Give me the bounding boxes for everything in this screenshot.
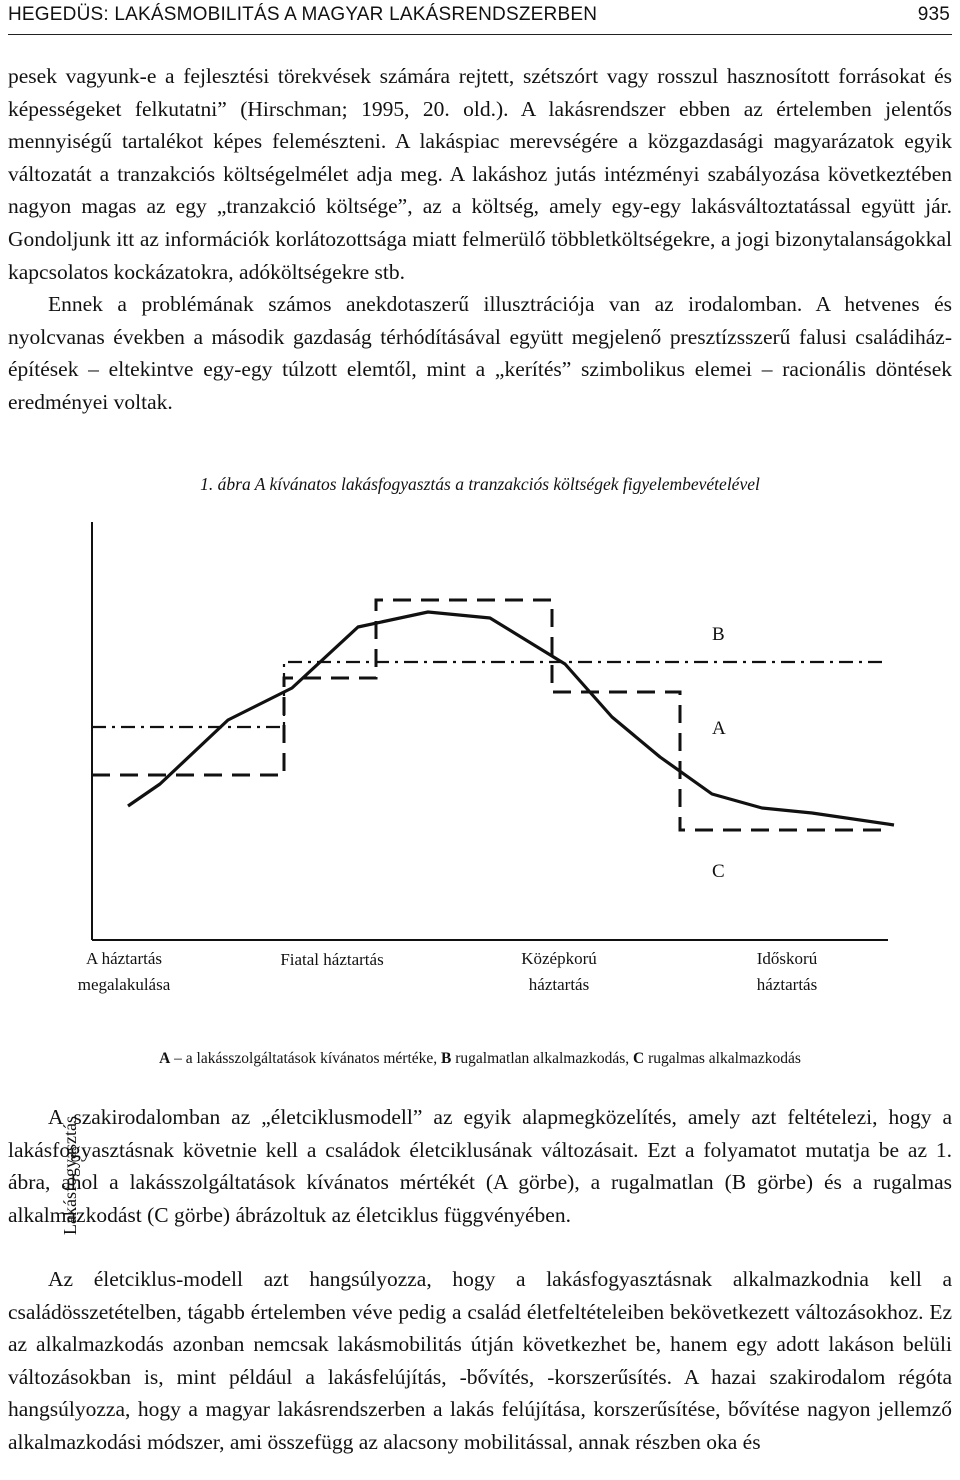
- paragraph-1b-text: Ennek a problémának számos anekdotaszerű illusztrációja van az irodalomban. A hetvenes és nyolcvanas években a második gazdaság térhódításával együtt megjelenő presztízsszerű falusi családiház-építések – eltekintve egy-egy túlzott elemtől, mint a „kerítés” szimbolikus elemei – racionális döntések eredményei voltak.: [8, 292, 952, 414]
- legend-text-c: rugalmas alkalmazkodás: [644, 1050, 801, 1067]
- curve-c: [92, 600, 886, 830]
- figure-legend: [0, 1050, 960, 1068]
- curve-label-c: C: [712, 861, 725, 882]
- paragraph-2: [8, 1101, 952, 1231]
- curve-a: [128, 612, 894, 825]
- running-title: HEGEDÜS: LAKÁSMOBILITÁS A MAGYAR LAKÁSRENDSZERBEN: [8, 4, 598, 25]
- curve-b: [92, 662, 886, 727]
- stage-label-2-line1: Fiatal háztartás: [280, 950, 384, 969]
- stage-label-4-line2: háztartás: [756, 975, 818, 994]
- legend-key-a: A: [159, 1050, 171, 1067]
- legend-text-b: rugalmatlan alkalmazkodás,: [451, 1050, 634, 1067]
- figure-caption: 1. ábra A kívánatos lakásfogyasztás a tranzakciós költségek figyelembevételével: [200, 474, 760, 494]
- curve-label-a: A: [712, 718, 726, 739]
- paragraph-2-text: A szakirodalomban az „életciklusmodell” az egyik alapmegközelítés, amely azt feltételezi, hogy a lakásfogyasztásnak követnie kell a családok életciklusának változásait. Ezt a folyamatot mutatja be az 1. ábra, ahol a lakásszolgáltatások kívánatos mértékét (A görbe), a rugalmatlan (B görbe) és a rugalmas alkalmazkodást (C görbe) ábrázoltuk az életciklus függvényében.: [8, 1105, 952, 1227]
- paragraph-3: [8, 1263, 952, 1459]
- stage-label-1-line2: megalakulása: [77, 975, 171, 994]
- paragraph-3-text: Az életciklus-modell azt hangsúlyozza, hogy a lakásfogyasztásnak alkalmazkodnia kell a családösszetételben, tágabb értelemben véve pedig a család életfeltételeiben bekövetkezett változásokhoz. Ez az alkalmazkodás azonban nemcsak lakásmobilitás útján következhet be, hanem egy adott lakáson belüli változásokban is, mint például a lakásfelújítás, -bővítés, -korszerűsítés. A hazai szakirodalom régóta hangsúlyozza, hogy a magyar lakásrendszerben a lakás felújítása, korszerűsítése, bővítése nagyon jellemző alkalmazkodási módszer, ami összefügg az alacsony mobilitással, annak részben oka és: [8, 1267, 952, 1454]
- y-axis-label: Lakásfogyasztás: [60, 1116, 80, 1235]
- paragraph-1-text: pesek vagyunk-e a fejlesztési törekvések számára rejtett, szétszórt vagy rosszul hasznosított forrásokat és képességeket felkutatni” (Hirschman; 1995, 20. old.). A lakásrendszer ebben az értelemben jelentős mennyiségű tartalékot képes felemészteni. A lakáspiac merevségére a közgazdasági magyarázatok egyik változatát a tranzakciós költségelmélet adja meg. A lakáshoz jutás intézményi szabályozása következtében nagyon magas az egy „tranzakció költsége”, az a költség, amely egy-egy lakásváltoztatással együtt jár. Gondoljunk itt az információk korlátozottsága miatt felmerülő többletköltségekre, a jogi bizonytalanságokkal kapcsolatos kockázatokra, adóköltségekre stb.: [8, 64, 952, 284]
- legend-key-c: C: [633, 1050, 645, 1067]
- page-number: 935: [917, 4, 950, 25]
- stage-label-3-line2: háztartás: [528, 975, 590, 994]
- stage-label-4-line1: Időskorú: [756, 949, 818, 968]
- legend-text-a: – a lakásszolgáltatások kívánatos mértéke,: [170, 1050, 442, 1067]
- stage-label-1-line1: A háztartás: [86, 949, 162, 968]
- page-header: [8, 0, 952, 35]
- curve-label-b: B: [712, 624, 725, 645]
- stage-label-3-line1: Középkorú: [521, 949, 597, 968]
- paragraph-1: [8, 60, 952, 419]
- legend-key-b: B: [441, 1050, 452, 1067]
